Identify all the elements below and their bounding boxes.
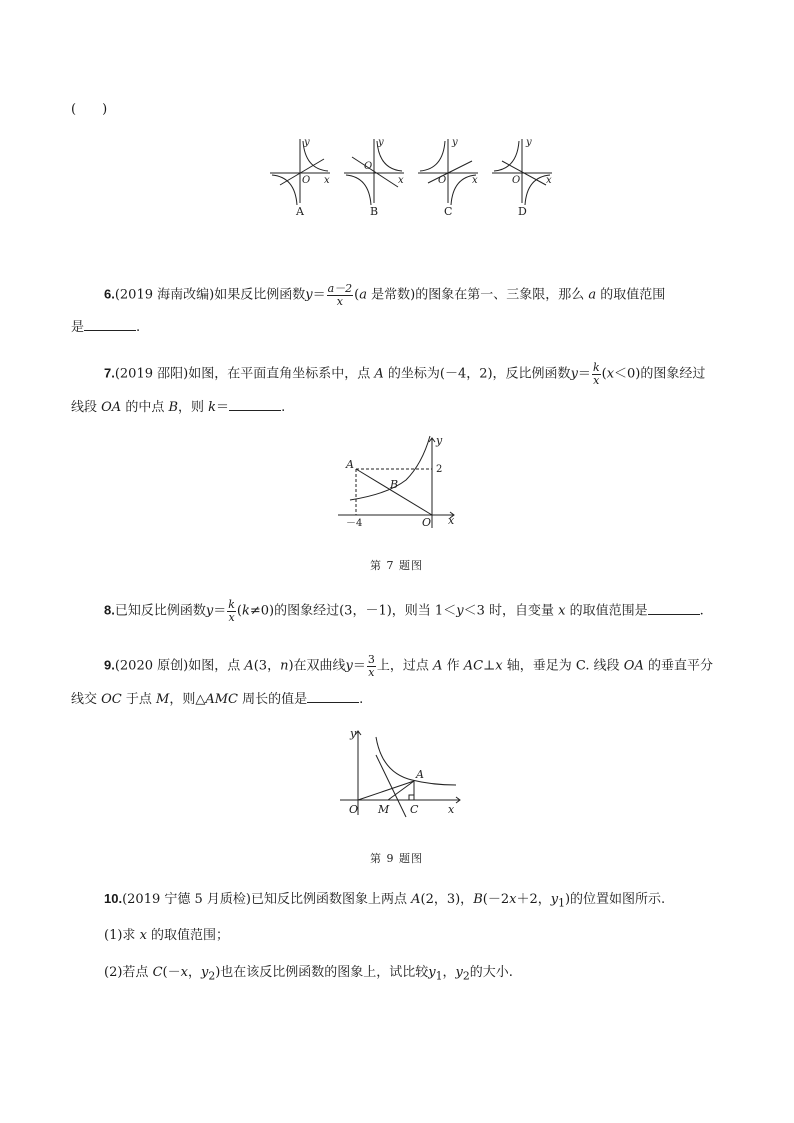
- fig7-point-b: B: [390, 478, 399, 491]
- q6-answer-blank[interactable]: [84, 320, 136, 331]
- fig9-segment-oa: [358, 781, 414, 800]
- question-9: 9.(2020 原创)如图，点 A(3，n)在双曲线y＝ $\frac{3}{x}$ 上，过点 A 作 AC⊥x 轴，垂足为 C. 线段 OA 的垂直平分: [104, 653, 713, 679]
- option-a-label: A: [296, 205, 304, 218]
- option-a-origin: O: [302, 175, 311, 186]
- option-c-x: x: [472, 175, 478, 186]
- q9-fraction: $\frac{3}{x}$: [367, 653, 375, 679]
- option-b-origin: O: [364, 161, 373, 172]
- fig9-origin: O: [349, 803, 359, 816]
- q8-answer-blank[interactable]: [648, 604, 700, 615]
- question-9-line2: 线交 OC 于点 M，则△AMC 周长的值是 .: [71, 692, 364, 707]
- q7-fraction: $\frac{k}{x}$: [592, 361, 600, 387]
- question-6-line2: 是 .: [71, 320, 141, 335]
- question-10-part-2: (2)若点 C(－x，$y_2$)也在该反比例函数的图象上，试比较$y_1$，$y_2$的大小.: [104, 965, 513, 983]
- question-7-line2: 线段 OA 的中点 B，则 k＝ .: [71, 400, 286, 415]
- question-7: 7.(2019 邵阳)如图，在平面直角坐标系中，点 A 的坐标为(－4，2)，反比例函数y＝ $\frac{k}{x}$ (x＜0)的图象经过: [104, 361, 706, 387]
- q6-fraction: $\frac{a-2}{x}$: [327, 282, 353, 308]
- figure-9-caption: 第 9 题图: [370, 852, 423, 865]
- fig7-tick-minus4: －4: [346, 518, 363, 529]
- q7-answer-blank[interactable]: [229, 400, 281, 411]
- option-b-x: x: [398, 175, 404, 186]
- q8-number: 8.: [104, 602, 115, 618]
- question-6: 6.(2019 海南改编)如果反比例函数y＝ $\frac{a-2}{x}$ (a 是常数)的图象在第一、三象限，那么 a 的取值范围: [104, 282, 666, 308]
- option-b-label: B: [370, 205, 379, 218]
- option-a-x: x: [324, 175, 330, 186]
- q8-fraction: $\frac{k}{x}$: [228, 598, 235, 624]
- q9-answer-blank[interactable]: [307, 692, 359, 703]
- fig7-segment-oa: [356, 469, 432, 515]
- fig9-point-c: C: [410, 803, 419, 816]
- fig9-point-a: A: [416, 768, 424, 781]
- option-b-graph: [344, 139, 404, 205]
- figure-7-caption: 第 7 题图: [370, 559, 423, 572]
- figure-9: [336, 725, 466, 820]
- option-d-x: x: [546, 175, 552, 186]
- figure-7: [332, 432, 462, 532]
- option-b-y: y: [378, 137, 384, 148]
- fig9-y-label: y: [350, 727, 357, 740]
- q7-number: 7.: [104, 365, 115, 381]
- q10-number: 10.: [104, 891, 123, 906]
- fig7-x-label: x: [448, 514, 455, 527]
- fig7-tick-2: 2: [436, 464, 443, 475]
- fig9-x-label: x: [448, 803, 455, 816]
- fig9-segment-am: [388, 781, 414, 800]
- option-graphs: [266, 133, 566, 221]
- fig7-origin: O: [422, 516, 432, 529]
- option-d-graph: [492, 139, 552, 205]
- option-c-origin: O: [438, 175, 447, 186]
- q9-number: 9.: [104, 657, 115, 673]
- question-10: 10.(2019 宁德 5 月质检)已知反比例函数图象上两点 A(2，3)，B(－2x＋2，$y_1$)的位置如图所示.: [104, 891, 666, 910]
- option-a-y: y: [304, 137, 310, 148]
- option-c-label: C: [444, 205, 453, 218]
- answer-bracket: ( ): [71, 102, 108, 117]
- option-c-y: y: [452, 137, 458, 148]
- fig7-y-label: y: [436, 434, 443, 447]
- q6-number: 6.: [104, 286, 115, 302]
- fig7-point-a: A: [346, 458, 354, 471]
- option-d-label: D: [518, 205, 527, 218]
- option-a-graph: [270, 139, 330, 205]
- option-d-origin: O: [512, 175, 521, 186]
- fig9-point-m: M: [378, 803, 390, 816]
- question-8: 8.已知反比例函数y＝ $\frac{k}{x}$ (k≠0)的图象经过(3，－1)，则当 1＜y＜3 时，自变量 x 的取值范围是 .: [104, 598, 704, 624]
- option-c-graph: [418, 139, 478, 205]
- question-10-part-1: (1)求 x 的取值范围；: [104, 928, 230, 943]
- option-d-y: y: [526, 137, 532, 148]
